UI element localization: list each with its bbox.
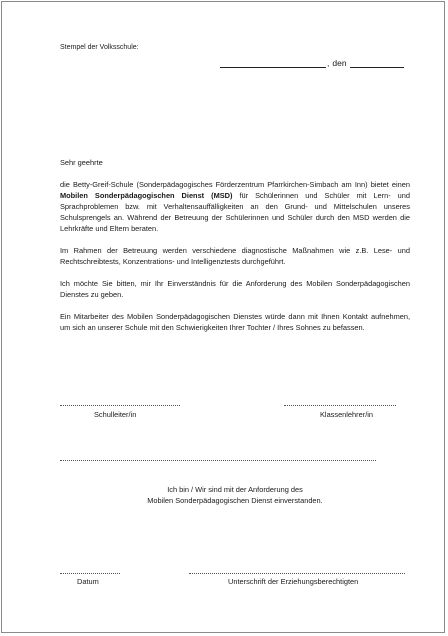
- datum-label: Datum: [77, 577, 99, 586]
- separator-line: [60, 460, 376, 461]
- comma: ,: [327, 58, 330, 68]
- paragraph-contact: Ein Mitarbeiter des Mobilen Sonderpädagogischen Dienstes würde dann mit Ihnen Kontakt aufnehmen, um sich an unserer Schule mit den Schwierigkeiten Ihrer Tochter / Ihres Sohnes zu befassen.: [60, 312, 410, 332]
- paragraph-msd-intro: [60, 179, 410, 234]
- schulleiter-label: Schulleiter/in: [94, 410, 137, 419]
- consent-line-1: Ich bin / Wir sind mit der Anforderung des: [167, 485, 303, 494]
- paragraph-request-consent: Ich möchte Sie bitten, mir Ihr Einverständnis für die Anforderung des Mobilen Sonderpädagogischen Dienstes zu geben.: [60, 279, 410, 299]
- place-date-line: [220, 58, 404, 68]
- greeting: Sehr geehrte: [60, 158, 103, 167]
- consent-line-2: Mobilen Sonderpädagogischen Dienst einverstanden.: [147, 496, 323, 505]
- stamp-label: Stempel der Volksschule:: [60, 44, 139, 51]
- erziehungsberechtigte-signature-line[interactable]: [189, 573, 405, 574]
- place-blank[interactable]: [220, 59, 326, 68]
- consent-statement: [60, 484, 410, 506]
- paragraph-msd-intro-end: für Schülerinnen und Schüler mit Lern- und Sprachproblemen bzw. mit Verhaltensauffälligkeiten an den Grund- und Mittelschulen unseres Schulsprengels an. Während der Betreuung der Schülerinnen und Schüler durch den MSD werden die Lehrkräfte und Eltern beraten.: [60, 191, 410, 233]
- document-page: [1, 1, 445, 633]
- klassenlehrer-label: Klassenlehrer/in: [320, 410, 373, 419]
- letter-body: [60, 157, 410, 333]
- erziehungsberechtigte-label: Unterschrift der Erziehungsberechtigten: [228, 577, 359, 586]
- date-blank[interactable]: [350, 59, 404, 68]
- den-label: den: [332, 58, 347, 68]
- paragraph-msd-intro-start: die Betty-Greif-Schule (Sonderpädagogisches Förderzentrum Pfarrkirchen-Simbach am Inn) bietet einen: [60, 180, 410, 189]
- klassenlehrer-signature-line[interactable]: [284, 405, 396, 406]
- schulleiter-signature-line[interactable]: [60, 405, 180, 406]
- msd-name-bold: Mobilen Sonderpädagogischen Dienst (MSD): [60, 191, 233, 200]
- paragraph-diagnostics: Im Rahmen der Betreuung werden verschiedene diagnostische Maßnahmen wie z.B. Lese- und Rechtschreibtests, Konzentrations- und Intelligenztests durchgeführt.: [60, 246, 410, 266]
- datum-signature-line[interactable]: [60, 573, 120, 574]
